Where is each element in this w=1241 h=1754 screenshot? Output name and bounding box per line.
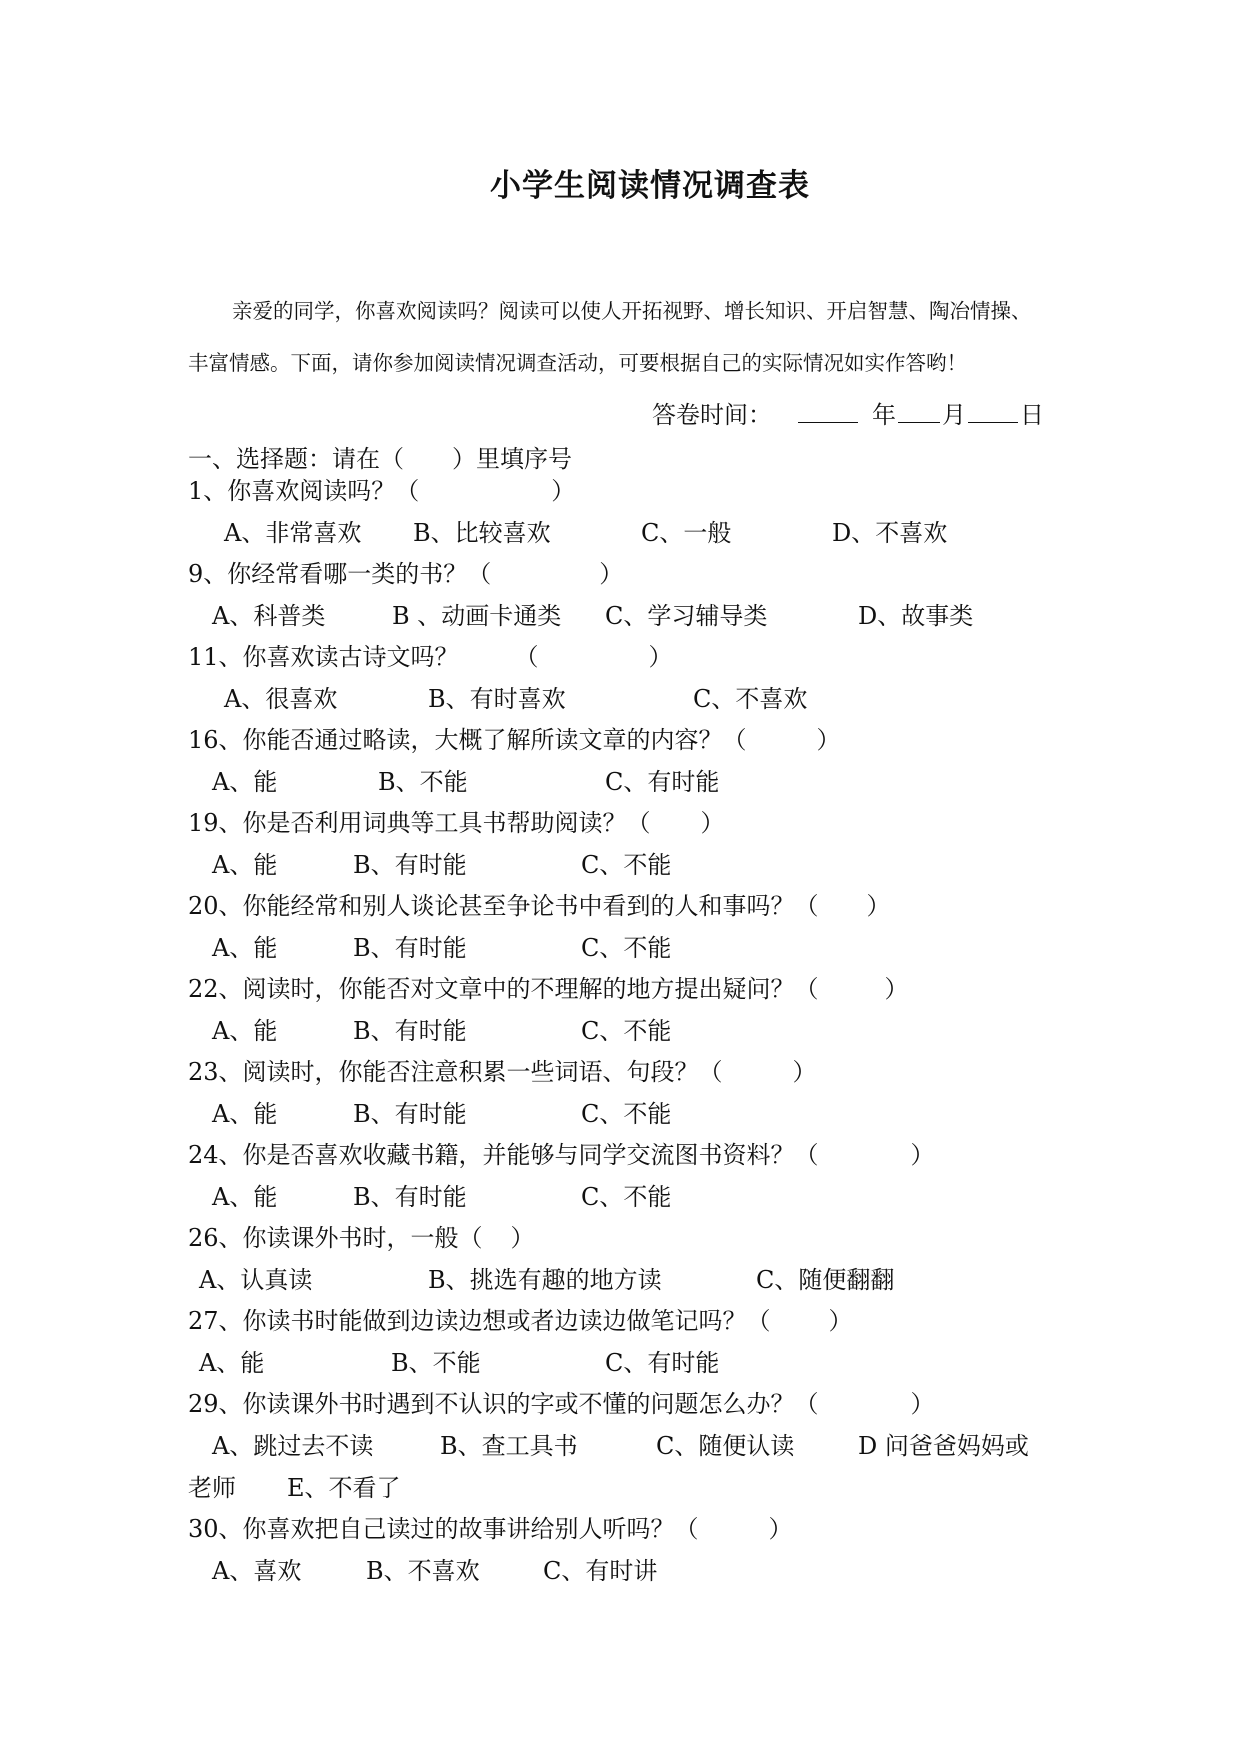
- option: B、有时能: [353, 1100, 467, 1128]
- question-11: [188, 642, 673, 672]
- question-close: ）: [700, 809, 725, 837]
- option: A、很喜欢: [224, 685, 338, 713]
- intro-line-1: 亲爱的同学，你喜欢阅读吗？阅读可以使人开拓视野、增长知识、开启智慧、陶冶情操、: [232, 299, 1032, 323]
- option: A、科普类: [212, 602, 326, 630]
- option: C、不能: [581, 934, 672, 962]
- section-heading-end: ）里填序号: [452, 445, 572, 473]
- intro-line-2: 丰富情感。下面，请你参加阅读情况调查活动，可要根据自己的实际情况如实作答哟！: [188, 351, 967, 375]
- question-text: 9、你经常看哪一类的书？（: [188, 560, 492, 588]
- question-text: 27、你读书时能做到边读边想或者边读边做笔记吗？（: [188, 1307, 771, 1335]
- section-heading-start: 一、选择题：请在（: [188, 445, 404, 473]
- option: C、不能: [581, 1183, 672, 1211]
- option: B、有时能: [353, 934, 467, 962]
- question-text: 20、你能经常和别人谈论甚至争论书中看到的人和事吗？（: [188, 892, 819, 920]
- option: C、有时讲: [543, 1557, 658, 1585]
- question-24: [188, 1140, 935, 1170]
- question-22: [188, 974, 909, 1004]
- option: C、不能: [581, 1017, 672, 1045]
- option: A、能: [212, 768, 278, 796]
- answer-time: [652, 395, 1044, 430]
- option: C、不喜欢: [693, 685, 808, 713]
- page-title: 小学生阅读情况调查表: [490, 168, 810, 204]
- option: C、不能: [581, 1100, 672, 1128]
- question-text: 26、你读课外书时，一般（: [188, 1224, 483, 1252]
- question-close: ）: [551, 477, 576, 505]
- option: B、有时能: [353, 1017, 467, 1045]
- question-text: 16、你能否通过略读，大概了解所读文章的内容？（: [188, 726, 747, 754]
- option: D 问爸爸妈妈或: [858, 1432, 1029, 1460]
- option: A、能: [199, 1349, 265, 1377]
- option: B、有时喜欢: [428, 685, 566, 713]
- option: C、随便认读: [656, 1432, 795, 1460]
- option: B、不能: [378, 768, 468, 796]
- option: A、非常喜欢: [224, 519, 362, 547]
- day-label: 日: [1020, 401, 1044, 429]
- question-close: ）: [816, 726, 841, 754]
- question-close: ）: [884, 975, 909, 1003]
- option: A、能: [212, 851, 278, 879]
- option: C、有时能: [605, 768, 720, 796]
- option: A、跳过去不读: [212, 1432, 374, 1460]
- question-text: 23、阅读时，你能否注意积累一些词语、句段？（: [188, 1058, 723, 1086]
- question-30: [188, 1514, 793, 1544]
- year-label: 年: [872, 401, 896, 429]
- question-text: 22、阅读时，你能否对文章中的不理解的地方提出疑问？（: [188, 975, 819, 1003]
- question-20: [188, 891, 891, 921]
- question-close: ）: [828, 1307, 853, 1335]
- question-text: 30、你喜欢把自己读过的故事讲给别人听吗？（: [188, 1515, 699, 1543]
- option: B、有时能: [353, 851, 467, 879]
- option: D、不喜欢: [832, 519, 948, 547]
- option: B、不能: [391, 1349, 481, 1377]
- question-text: 11、你喜欢读古诗文吗？: [188, 643, 459, 671]
- question-text: 29、你读课外书时遇到不认识的字或不懂的问题怎么办？（: [188, 1390, 819, 1418]
- question-close: ）: [768, 1515, 793, 1543]
- question-close: ）: [910, 1390, 935, 1418]
- question-close: ）: [910, 1141, 935, 1169]
- option: B、有时能: [353, 1183, 467, 1211]
- option: C、随便翻翻: [756, 1266, 895, 1294]
- question-text: 19、你是否利用词典等工具书帮助阅读？（: [188, 809, 651, 837]
- question-text: 24、你是否喜欢收藏书籍，并能够与同学交流图书资料？（: [188, 1141, 819, 1169]
- question-text: 1、你喜欢阅读吗？（: [188, 477, 420, 505]
- question-close: ）: [510, 1224, 535, 1252]
- section-heading: [188, 439, 572, 474]
- answer-time-label: 答卷时间：: [652, 401, 772, 429]
- option: B、不喜欢: [366, 1557, 480, 1585]
- option: C、不能: [581, 851, 672, 879]
- option: B、查工具书: [440, 1432, 578, 1460]
- day-blank[interactable]: [968, 402, 1018, 423]
- option: B、比较喜欢: [413, 519, 551, 547]
- option: B 、动画卡通类: [392, 602, 562, 630]
- question-close: ）: [866, 892, 891, 920]
- question-close: ）: [648, 643, 673, 671]
- question-9: [188, 559, 623, 589]
- month-label: 月: [942, 401, 966, 429]
- question-26: [188, 1223, 535, 1253]
- option: A、能: [212, 1100, 278, 1128]
- option: B、挑选有趣的地方读: [428, 1266, 662, 1294]
- question-1: [188, 476, 575, 506]
- option: A、喜欢: [212, 1557, 302, 1585]
- option: A、能: [212, 934, 278, 962]
- option: C、一般: [641, 519, 732, 547]
- option: E、不看了: [287, 1474, 401, 1502]
- year-blank[interactable]: [798, 402, 858, 423]
- question-19: [188, 808, 725, 838]
- question-close: ）: [792, 1058, 817, 1086]
- question-16: [188, 725, 841, 755]
- question-23: [188, 1057, 817, 1087]
- question-close: ）: [599, 560, 624, 588]
- option: C、学习辅导类: [605, 602, 768, 630]
- option: D、故事类: [858, 602, 974, 630]
- option: A、认真读: [199, 1266, 313, 1294]
- question-open: （: [514, 643, 539, 671]
- option: A、能: [212, 1183, 278, 1211]
- month-blank[interactable]: [898, 402, 940, 423]
- option: A、能: [212, 1017, 278, 1045]
- question-29: [188, 1389, 935, 1419]
- option-continued: 老师: [188, 1474, 236, 1502]
- option: C、有时能: [605, 1349, 720, 1377]
- question-27: [188, 1306, 853, 1336]
